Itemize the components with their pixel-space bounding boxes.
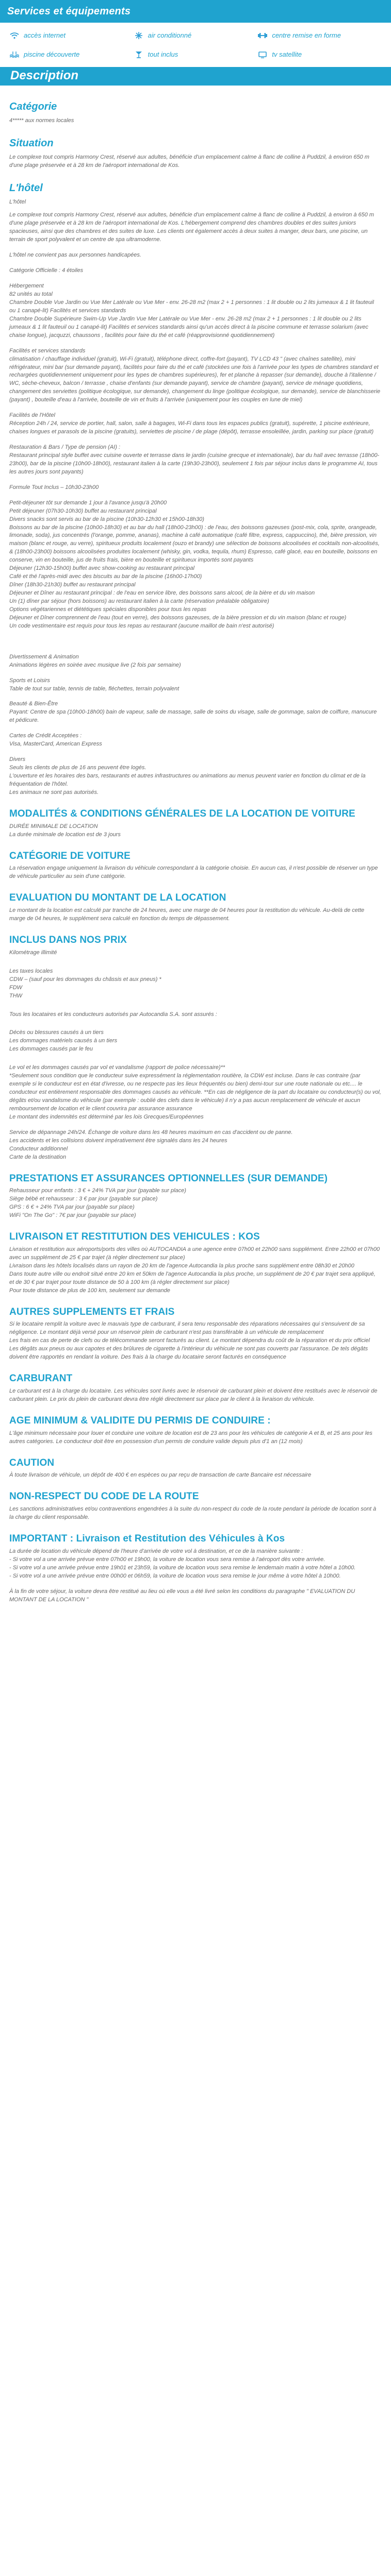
- paragraph: Déjeuner (12h30-15h00) buffet avec show-cooking au restaurant principal: [9, 565, 194, 572]
- paragraph: L'ouverture et les horaires des bars, restaurants et autres infrastructures ou animations au menus peuvent varier en fonction du climat et de la fréquentation de l'hôtel.: [9, 773, 366, 787]
- paragraph: La réservation engage uniquement la livraison du véhicule correspondant à la catégorie choisie. En aucun cas, il n'est possible de réserver un type de véhicule particulier au sein d'une catégorie.: [9, 865, 378, 880]
- paragraph: L'hôtel ne convient pas aux personnes handicapées.: [9, 252, 141, 259]
- paragraph: *Seulement sous condition que le conducteur suive expressément la réglementation routière, la CDW est incluse. Dans le cas contraire (par exemple si le conducteur est en état d'ivresse, ou ne respecte pas les lieux fréquentés ou bien) demi-tour sur une route nationale ou etc.... le conducteur est entièrement responsable des dommages causés au véhicule. **En cas de négligence de la part du locataire ou conducteur(s) ou vol, dégâts et/ou vandalisme du véhicule (par exemple : oublié des clefs dans le véhicule) il n'y a pas aucun remplacement de véhicule et aucun remboursement de location et le client couvrira par assurance assurance: [9, 1073, 381, 1112]
- snowflake-icon: [134, 32, 144, 39]
- paragraph: climatisation / chauffage individuel (gratuit), Wi-Fi (gratuit), téléphone direct, coffre-fort (payant), TV LCD 43 " (avec chaînes satellite), mini réfrigérateur, mini bar (sur demande payant), facilités pour faire du thé et café (stockées une fois à l'arrivée pour les types de chambres standard et rechargées quotidiennement uniquement pour les types de chambres supérieures), fer et planche à repasser (sur demande), douche à l'italienne / WC, sèche-cheveux, balcon / terrasse , chaise d'enfants (sur demande payant), service de chambre (payant), service de ménage quotidiens, changement des serviettes (politique écologique, sur demande), changement du linge (politique écologique, sur demande), service de blanchisserie (payant) , bouteille d'eau à l'arrivée, bouteille de vin et fruits à l'arrivée (uniquement pour les couples en lune de miel): [9, 355, 381, 403]
- paragraph: FDW: [9, 984, 23, 991]
- amenity-label: tout inclus: [148, 50, 178, 58]
- paragraph: Les accidents et les collisions doivent impérativement être signalés dans les 24 heures: [9, 1137, 227, 1144]
- amenity-label: piscine découverte: [24, 50, 80, 58]
- paragraph: Boissons au bar de la piscine (10h00-18h30) et au bar du hall (18h00-23h00) : de l'eau, des boissons gazeuses (post-mix, cola, sprite, orangeade, limonade, soda), jus concentrés (l'orange, pomme, ananas), machine à café automatique (café filtre, express, cappuccino), thé, bière pression, vin maison (blanc et rouge, au verre), spiritueux produits localement (ouzo et brandy) une sélection de boissons alcoolisées et cocktails non-alcoolisés, & (18h00-23h00) boissons alcoolisées produites localement (whisky, gin, vodka, tequila, rhum) Espresso, café glacé, eau en bouteille, boissons en conserve, vin en bouteille, jus de fruits frais, bière en bouteille et spiritueux importés sont payants: [9, 524, 380, 564]
- amenity-satellite-tv: [257, 50, 382, 60]
- section-title: Situation: [9, 137, 54, 149]
- paragraph: Le complexe tout compris Harmony Crest, réservé aux adultes, bénéficie d'un emplacement calme à flanc de colline à Puddzil, à environ à 650 m d'une plage préservée et à 28 km de l'aéroport international de Kos. L'hébergement comprend des chambres doubles et des suites juniors spacieuses, ainsi que des chambres et des suites de luxe. Les clients ont également accès à deux suites à manger, deux bars, une piscine, un terrain de sport polyvalent et un centre de spa ultramoderne.: [9, 212, 374, 243]
- amenity-label: air conditionné: [148, 31, 192, 39]
- paragraph: GPS : 6 € + 24% TVA par jour (payable sur place): [9, 1204, 135, 1211]
- section-title: L'hôtel: [9, 182, 43, 194]
- paragraph: Dîner (18h30-21h30) buffet au restaurant principal: [9, 582, 136, 588]
- paragraph: Rehausseur pour enfants : 3 € + 24% TVA par jour (payable sur place): [9, 1188, 186, 1194]
- paragraph: Seuls les clients de plus de 16 ans peuvent être logés.: [9, 765, 146, 771]
- section-title: PRESTATIONS ET ASSURANCES OPTIONNELLES (SUR DEMANDE): [9, 1173, 328, 1184]
- amenity-label: accès internet: [24, 31, 66, 39]
- amenity-air-conditioning: [134, 31, 258, 41]
- paragraph: Restauration & Bars / Type de pension (AI) :: [9, 444, 121, 450]
- paragraph: DURÉE MINIMALE DE LOCATION: [9, 823, 98, 829]
- paragraph: Beauté & Bien-Être: [9, 701, 58, 707]
- paragraph: Déjeuner et Dîner au restaurant principal : de l'eau en service libre, des boissons sans alcool, de la bière et du vin maison: [9, 590, 315, 596]
- paragraph: Facilités de l'Hôtel: [9, 412, 55, 419]
- paragraph: Formule Tout Inclus – 10h30-23h00: [9, 484, 99, 490]
- paragraph: Siège bébé et rehausseur : 3 € par jour (payable sur place): [9, 1196, 158, 1202]
- section-title: IMPORTANT : Livraison et Restitution des Véhicules à Kos: [9, 1533, 285, 1545]
- amenities-grid: [0, 23, 391, 67]
- paragraph: Cartes de Crédit Acceptées :: [9, 733, 82, 739]
- paragraph: Le carburant est à la charge du locataire. Les véhicules sont livrés avec le réservoir de carburant plein et doivent être restitués avec le réservoir de carburant plein. Le prix du plein de carburant devra être réglé directement sur place par le client à la livraison du véhicule.: [9, 1388, 378, 1402]
- section-title: INCLUS DANS NOS PRIX: [9, 934, 127, 945]
- description-content: [0, 86, 391, 1615]
- paragraph: Le vol et les dommages causés par vol et vandalisme (rapport de police nécessaire)**: [9, 1064, 225, 1071]
- section-title: CAUTION: [9, 1457, 55, 1468]
- paragraph: THW: [9, 992, 23, 999]
- amenity-fitness: [257, 31, 382, 41]
- description-header: [0, 67, 391, 86]
- paragraph: Tous les locataires et les conducteurs autorisés par Autocandia S.A. sont assurés :: [9, 1011, 217, 1018]
- section-title: AUTRES SUPPLEMENTS ET FRAIS: [9, 1306, 175, 1317]
- paragraph: Si le locataire remplit la voiture avec le mauvais type de carburant, il sera tenu responsable des réparations nécessaires qui s'ensuivent de sa négligence. Le montant déjà versé pour un réservoir plein de carburant n'est pas transférable à un véhicule de remplacement: [9, 1321, 365, 1336]
- paragraph: L'âge minimum nécessaire pour louer et conduire une voiture de location est de 23 ans pour les véhicules de catégorie A et B, et 25 ans pour les autres catégories. Le conducteur doit être en possession d'un permis de conduire valide depuis plus d'1 an (12 mois): [9, 1430, 372, 1445]
- paragraph: Divers snacks sont servis au bar de la piscine (10h30-12h30 et 15h00-18h30): [9, 516, 204, 522]
- wifi-icon: [9, 32, 20, 39]
- paragraph: Service de dépannage 24h/24. Échange de voiture dans les 48 heures maximum en cas d'accident ou de panne.: [9, 1129, 293, 1136]
- paragraph: Divertissement & Animation: [9, 653, 79, 660]
- paragraph: Kilométrage illimité: [9, 949, 57, 956]
- paragraph: Petit-déjeuner tôt sur demande 1 jour à l'avance jusqu'à 20h00: [9, 499, 167, 506]
- amenity-pool: [9, 50, 134, 60]
- paragraph: Catégorie Officielle : 4 étoiles: [9, 267, 84, 274]
- paragraph: Hébergement: [9, 283, 44, 290]
- paragraph: Café et thé l'après-midi avec des biscuits au bar de la piscine (16h00-17h00): [9, 573, 202, 580]
- paragraph: CDW – (sauf pour les dommages du châssis et aux pneus) *: [9, 976, 161, 982]
- paragraph: Livraison dans les hôtels localisés dans un rayon de 20 km de l'agence Autocandia la plus proche sans supplément entre 08h30 et 20h00: [9, 1262, 354, 1269]
- paragraph: Les dégâts aux pneus ou aux capotes et des brûlures de cigarette à l'intérieur du véhicule ne sont pas couverts par l'assurance. De tels dégâts doivent être rapportés en rendant la voiture. Des frais à la charge du locataire seront facturés en conséquence: [9, 1346, 368, 1361]
- paragraph: Options végétariennes et diététiques spéciales disponibles pour tous les repas: [9, 606, 207, 613]
- paragraph: Restaurant principal style buffet avec cuisine ouverte et terrasse dans le jardin (cuisine grecque et internationale), bar du hall avec terrasse (18h00-23h00), bar de la piscine (10h00-18h00), restaurant italien à la carte (19h30-23h00), seulement 1 fois par séjour inclus dans le programme AI, tous les autres jours sont payants): [9, 452, 380, 475]
- services-header-title: Services et équipements: [7, 5, 131, 17]
- paragraph: Un (1) dîner par séjour (hors boissons) au restaurant italien à la carte (réservation préalable obligatoire): [9, 598, 269, 604]
- pool-icon: [9, 51, 20, 58]
- section-title: EVALUATION DU MONTANT DE LA LOCATION: [9, 892, 226, 904]
- paragraph: - Si votre vol a une arrivée prévue entre 07h00 et 19h00, la voiture de location vous sera remise à l'aéroport dès votre arrivée.: [9, 1556, 325, 1563]
- paragraph: Chambre Double Supérieure Swim-Up Vue Jardin Vue Mer Latérale ou Vue Mer - env. 26-28 m2 (max 2 + 1 personnes : 1 lit double ou 2 lits jumeaux & 1 lit fauteuil ou 1 canapé-lit) Facilités et services standards ainsi qu'un accès direct à la piscine commune et terrasse solarium (avec chaise longue), jacquzzi, chaussons , facilités pour faire du thé et café (réapprovisionné quotidiennement): [9, 315, 369, 338]
- section-title: CATÉGORIE DE VOITURE: [9, 850, 131, 861]
- paragraph: 4***** aux normes locales: [9, 117, 74, 124]
- paragraph: Les taxes locales: [9, 968, 53, 974]
- paragraph: À toute livraison de véhicule, un dépôt de 400 € en espèces ou par reçu de transaction de carte Bancaire est nécessaire: [9, 1472, 312, 1479]
- paragraph: Animations légères en soirée avec musique live (2 fois par semaine): [9, 662, 181, 668]
- paragraph: Les frais en cas de perte de clefs ou de télécommande seront facturés au client. Le montant dépendra du coût de la réparation et du prix officiel: [9, 1337, 370, 1344]
- section-title: MODALITÉS & CONDITIONS GÉNÉRALES DE LA LOCATION DE VOITURE: [9, 808, 355, 819]
- paragraph: Sports et Loisirs: [9, 677, 50, 684]
- paragraph: L'hôtel: [9, 198, 26, 205]
- paragraph: Payant: Centre de spa (10h00-18h00) bain de vapeur, salle de massage, salle de soins du visage, salle de gommage, salon de coiffure, manucure et pédicure.: [9, 709, 377, 724]
- paragraph: Le complexe tout compris Harmony Crest, réservé aux adultes, bénéficie d'un emplacement calme à flanc de colline à Puddzil, à environ 650 m d'une plage préservée et à 28 km de l'aéroport international de Kos.: [9, 154, 369, 168]
- section-title: LIVRAISON ET RESTITUTION DES VEHICULES : KOS: [9, 1231, 260, 1243]
- paragraph: 82 unités au total: [9, 291, 53, 297]
- paragraph: Visa, MasterCard, American Express: [9, 741, 102, 748]
- paragraph: Conducteur additionnel: [9, 1145, 68, 1152]
- amenity-all-inclusive: [134, 50, 258, 60]
- paragraph: Réception 24h / 24, service de portier, hall, salon, salle à bagages, Wi-Fi dans tous les espaces publics (gratuit), supérette, 1 piscine extérieure, chaises longues et parasols de la piscine (gratuits), serviettes de piscine / de plage (dépôt), terrasse ensoleillée, jardin, parking sur place (gratuit): [9, 420, 374, 435]
- paragraph: Décès ou blessures causés à un tiers: [9, 1029, 104, 1036]
- paragraph: Les animaux ne sont pas autorisés.: [9, 789, 99, 795]
- paragraph: Le montant des indemnités est déterminé par les lois Grecques/Européennes: [9, 1113, 204, 1120]
- section-title: CARBURANT: [9, 1373, 73, 1384]
- paragraph: La durée de location du véhicule dépend de l'heure d'arrivée de votre vol à destination, et ce de la manière suivante :: [9, 1548, 303, 1554]
- drink-icon: [134, 51, 144, 58]
- paragraph: La durée minimale de location est de 3 jours: [9, 831, 121, 838]
- section-title: NON-RESPECT DU CODE DE LA ROUTE: [9, 1491, 199, 1502]
- paragraph: Un code vestimentaire est requis pour tous les repas au restaurant (aucune maillot de bain n'est autorisé): [9, 622, 274, 629]
- paragraph: Déjeuner et Dîner comprennent de l'eau (tout en verre), des boissons gazeuses, de la bière pression et du vin maison (blanc et rouge): [9, 614, 347, 621]
- paragraph: Livraison et restitution aux aéroports/ports des villes où AUTOCANDIA a une agence entre 07h00 et 22h00 sans supplément. Entre 22h00 et 07h00 avec un supplément de 25 € par trajet (à régler directement sur place): [9, 1246, 380, 1261]
- paragraph: Facilités et services standards: [9, 347, 86, 354]
- paragraph: Table de tout sur table, tennis de table, fléchettes, terrain polyvalent: [9, 685, 180, 692]
- section-title: AGE MINIMUM & VALIDITE DU PERMIS DE CONDUIRE :: [9, 1415, 271, 1426]
- paragraph: - Si votre vol a une arrivée prévue entre 19h01 et 23h59, la voiture de location vous sera remise le lendemain matin à votre hôtel a 10h00.: [9, 1564, 356, 1571]
- paragraph: Divers: [9, 756, 26, 763]
- amenity-label: centre remise en forme: [272, 31, 341, 39]
- amenity-internet: [9, 31, 134, 41]
- description-title: Description: [10, 69, 79, 83]
- section-title: Catégorie: [9, 100, 57, 112]
- paragraph: Petit déjeuner (07h30-10h30) buffet au restaurant principal: [9, 507, 157, 514]
- paragraph: Carte de la destination: [9, 1154, 67, 1160]
- amenity-label: tv satellite: [272, 50, 302, 58]
- dumbbell-icon: [257, 32, 268, 39]
- paragraph: Dans toute autre ville ou endroit situé entre 20 km et 50km de l'agence Autocandia la plus proche, un supplément de 20 € par trajet sera appliqué, et de 30 € par trajet pour toute distance de 50 à 100 km (à régler directement sur place): [9, 1270, 376, 1285]
- paragraph: Le montant de la location est calculé par tranche de 24 heures, avec une marge de 04 heures pour la restitution du véhicule. Au-delà de cette marge de 04 heures, le supplément sera calculé en fonction du temps de dépassement.: [9, 907, 365, 922]
- paragraph: WiFi "On The Go" : 7€ par jour (payable sur place): [9, 1212, 136, 1219]
- paragraph: Les dommages causés par le feu: [9, 1046, 93, 1053]
- paragraph: Les dommages matériels causés à un tiers: [9, 1038, 118, 1044]
- paragraph: Chambre Double Vue Jardin ou Vue Mer Latérale ou Vue Mer - env. 26-28 m2 (max 2 + 1 personnes : 1 lit double ou 2 lits jumeaux & 1 lit fauteuil ou 1 canapé-lit) Facilités et services standards: [9, 299, 374, 314]
- paragraph: Pour toute distance de plus de 100 km, seulement sur demande: [9, 1287, 170, 1294]
- services-header: [0, 0, 391, 23]
- paragraph: À la fin de votre séjour, la voiture devra être restitué au lieu où elle vous a été livré selon les conditions du paragraphe " EVALUATION DU MONTANT DE LA LOCATION ": [9, 1588, 355, 1603]
- paragraph: - Si votre vol a une arrivée prévue entre 00h00 et 06h59, la voiture de location vous sera remise le jour même à votre hôtel à 10h00.: [9, 1572, 341, 1579]
- paragraph: Les sanctions administratives et/ou contraventions engendrées à la suite du non-respect du code de la route pendant la période de location sont à la charge du client responsable.: [9, 1506, 377, 1521]
- tv-icon: [257, 51, 268, 58]
